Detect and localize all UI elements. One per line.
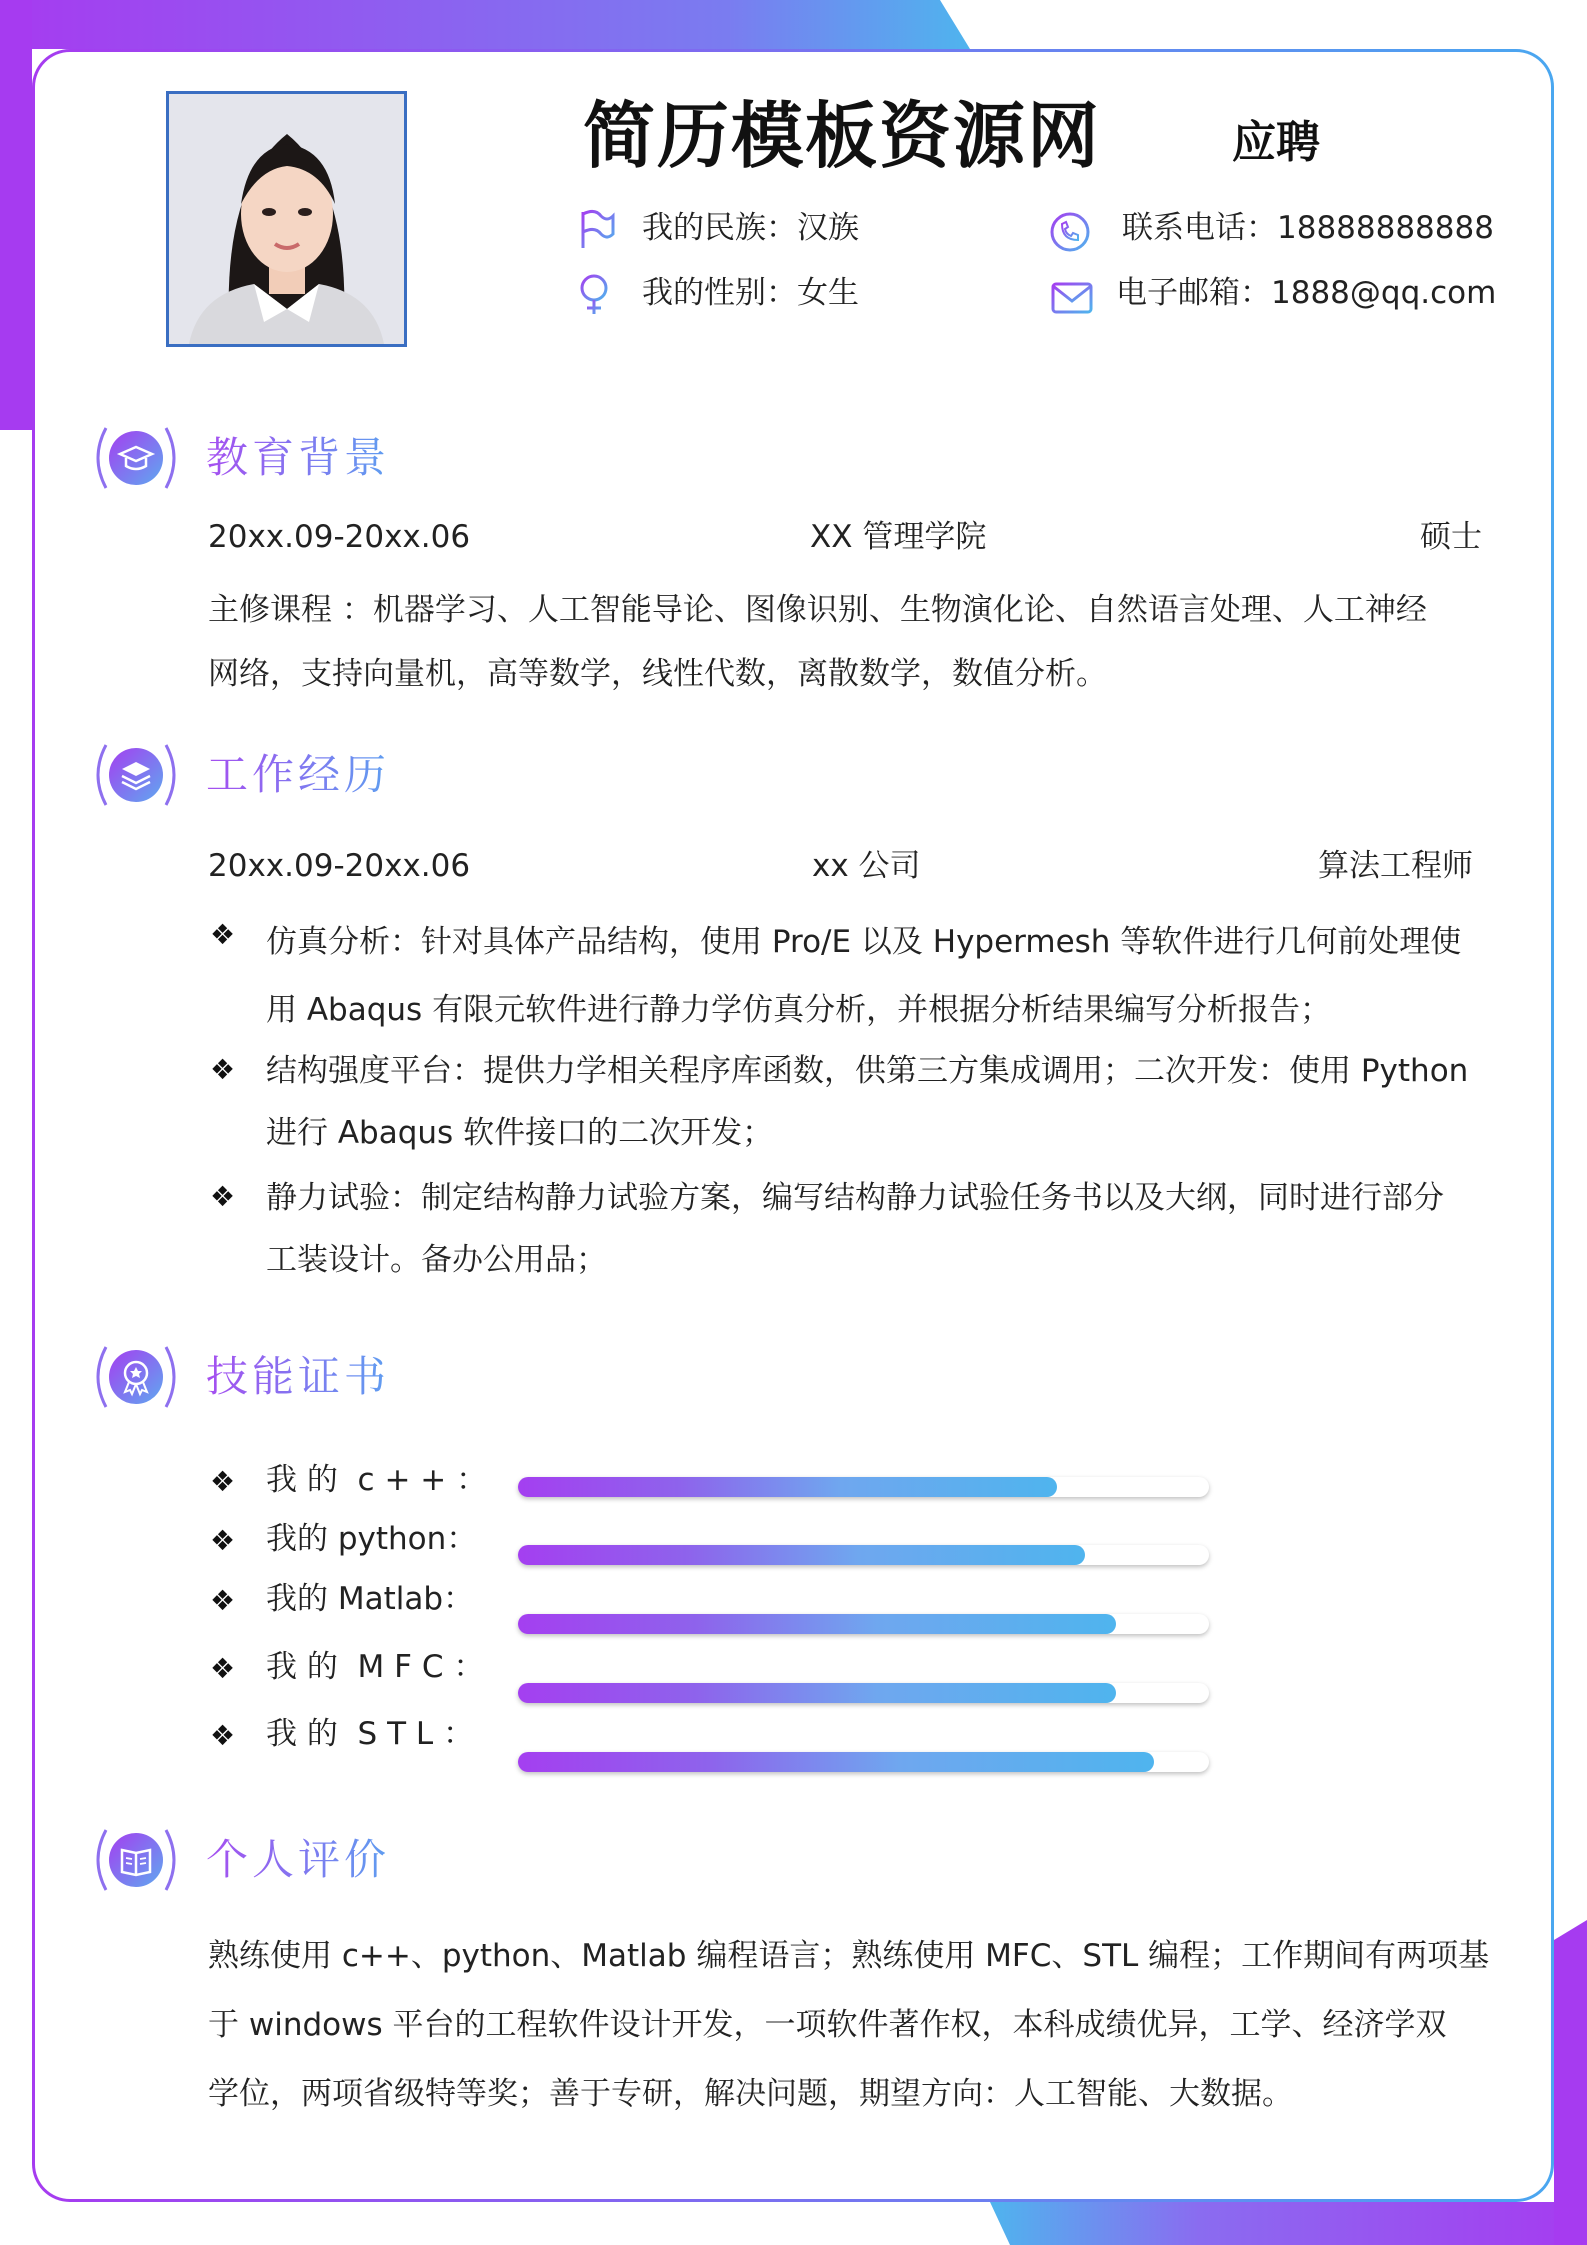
work-title: 工作经历 <box>206 745 390 805</box>
skills-section-header <box>92 1337 692 1417</box>
work-item-line: 仿真分析：针对具体产品结构，使用 Pro/E 以及 Hypermesh 等软件进行几何前处理使 <box>266 924 1462 960</box>
gender-info: 我的性别：女生 <box>642 275 859 311</box>
skill-bar <box>518 1752 1209 1772</box>
skill-bar-fill <box>518 1614 1116 1634</box>
education-date: 20xx.09-20xx.06 <box>208 519 471 555</box>
evaluation-line: 学位，两项省级特等奖；善于专研，解决问题，期望方向：人工智能、大数据。 <box>208 2076 1293 2112</box>
work-company: xx 公司 <box>812 848 921 884</box>
email-info: 电子邮箱：1888@qq.com <box>1116 275 1497 311</box>
work-date: 20xx.09-20xx.06 <box>208 848 471 884</box>
graduation-cap-icon <box>92 418 180 498</box>
bullet-icon: ❖ <box>210 1719 236 1752</box>
evaluation-text <box>208 1922 1489 2129</box>
bullet-icon: ❖ <box>210 1180 236 1213</box>
education-title: 教育背景 <box>206 428 390 488</box>
work-item-line: 结构强度平台：提供力学相关程序库函数，供第三方集成调用；二次开发：使用 Python <box>266 1053 1469 1089</box>
education-course-line: 主修课程 ：机器学习、人工智能导论、图像识别、生物演化论、自然语言处理、人工神经 <box>208 592 1427 628</box>
skill-bar-fill <box>518 1683 1116 1703</box>
skill-bar-fill <box>518 1477 1057 1497</box>
bullet-icon: ❖ <box>210 918 236 951</box>
award-icon <box>92 1337 180 1417</box>
apply-label: 应聘 <box>1232 117 1320 168</box>
skill-bar-fill <box>518 1545 1085 1565</box>
profile-photo <box>166 91 407 347</box>
skill-label: 我的 Matlab： <box>266 1581 475 1617</box>
work-item-line: 工装设计。备办公用品； <box>266 1242 607 1278</box>
education-course-line: 网络，支持向量机，高等数学，线性代数，离散数学，数值分析。 <box>208 656 1107 692</box>
education-courses <box>208 578 1427 706</box>
evaluation-section-header <box>92 1820 692 1900</box>
work-item-line: 静力试验：制定结构静力试验方案，编写结构静力试验任务书以及大纲，同时进行部分 <box>266 1180 1444 1216</box>
skill-bar <box>518 1477 1209 1497</box>
work-item <box>266 908 1461 1044</box>
layers-icon <box>92 735 180 815</box>
bullet-icon: ❖ <box>210 1652 236 1685</box>
skill-bar-fill <box>518 1752 1154 1772</box>
work-position: 算法工程师 <box>1318 848 1473 884</box>
work-item-line: 进行 Abaqus 软件接口的二次开发； <box>266 1115 774 1151</box>
page-title: 简历模板资源网 <box>583 94 1102 178</box>
skill-bar <box>518 1545 1209 1565</box>
book-icon <box>92 1820 180 1900</box>
bullet-icon: ❖ <box>210 1584 236 1617</box>
education-school: XX 管理学院 <box>810 519 987 555</box>
work-item <box>266 1040 1468 1164</box>
ethnicity-info: 我的民族：汉族 <box>642 210 859 246</box>
flag-icon <box>575 208 619 252</box>
female-icon <box>572 272 616 316</box>
phone-icon <box>1048 210 1092 254</box>
bullet-icon: ❖ <box>210 1053 236 1086</box>
skill-bar <box>518 1614 1209 1634</box>
skill-label: 我 的 c + + ： <box>266 1462 488 1498</box>
education-section-header <box>92 418 692 498</box>
bullet-icon: ❖ <box>210 1524 236 1557</box>
mail-icon <box>1050 276 1094 320</box>
skill-label: 我 的 S T L ： <box>266 1716 475 1752</box>
skill-label: 我的 python： <box>266 1521 478 1557</box>
education-degree: 硕士 <box>1420 519 1482 555</box>
evaluation-line: 熟练使用 c++、python、Matlab 编程语言；熟练使用 MFC、STL 编程；工作期间有两项基 <box>208 1938 1490 1974</box>
skill-label: 我 的 M F C ： <box>266 1649 485 1685</box>
evaluation-line: 于 windows 平台的工程软件设计开发，一项软件著作权，本科成绩优异，工学、经济学双 <box>208 2007 1447 2043</box>
phone-info: 联系电话：18888888888 <box>1122 210 1494 246</box>
skill-bar <box>518 1683 1209 1703</box>
work-item <box>266 1167 1444 1291</box>
work-section-header <box>92 735 692 815</box>
evaluation-title: 个人评价 <box>206 1830 390 1890</box>
work-item-line: 用 Abaqus 有限元软件进行静力学仿真分析，并根据分析结果编写分析报告； <box>266 992 1332 1028</box>
skills-title: 技能证书 <box>206 1347 390 1407</box>
bullet-icon: ❖ <box>210 1465 236 1498</box>
